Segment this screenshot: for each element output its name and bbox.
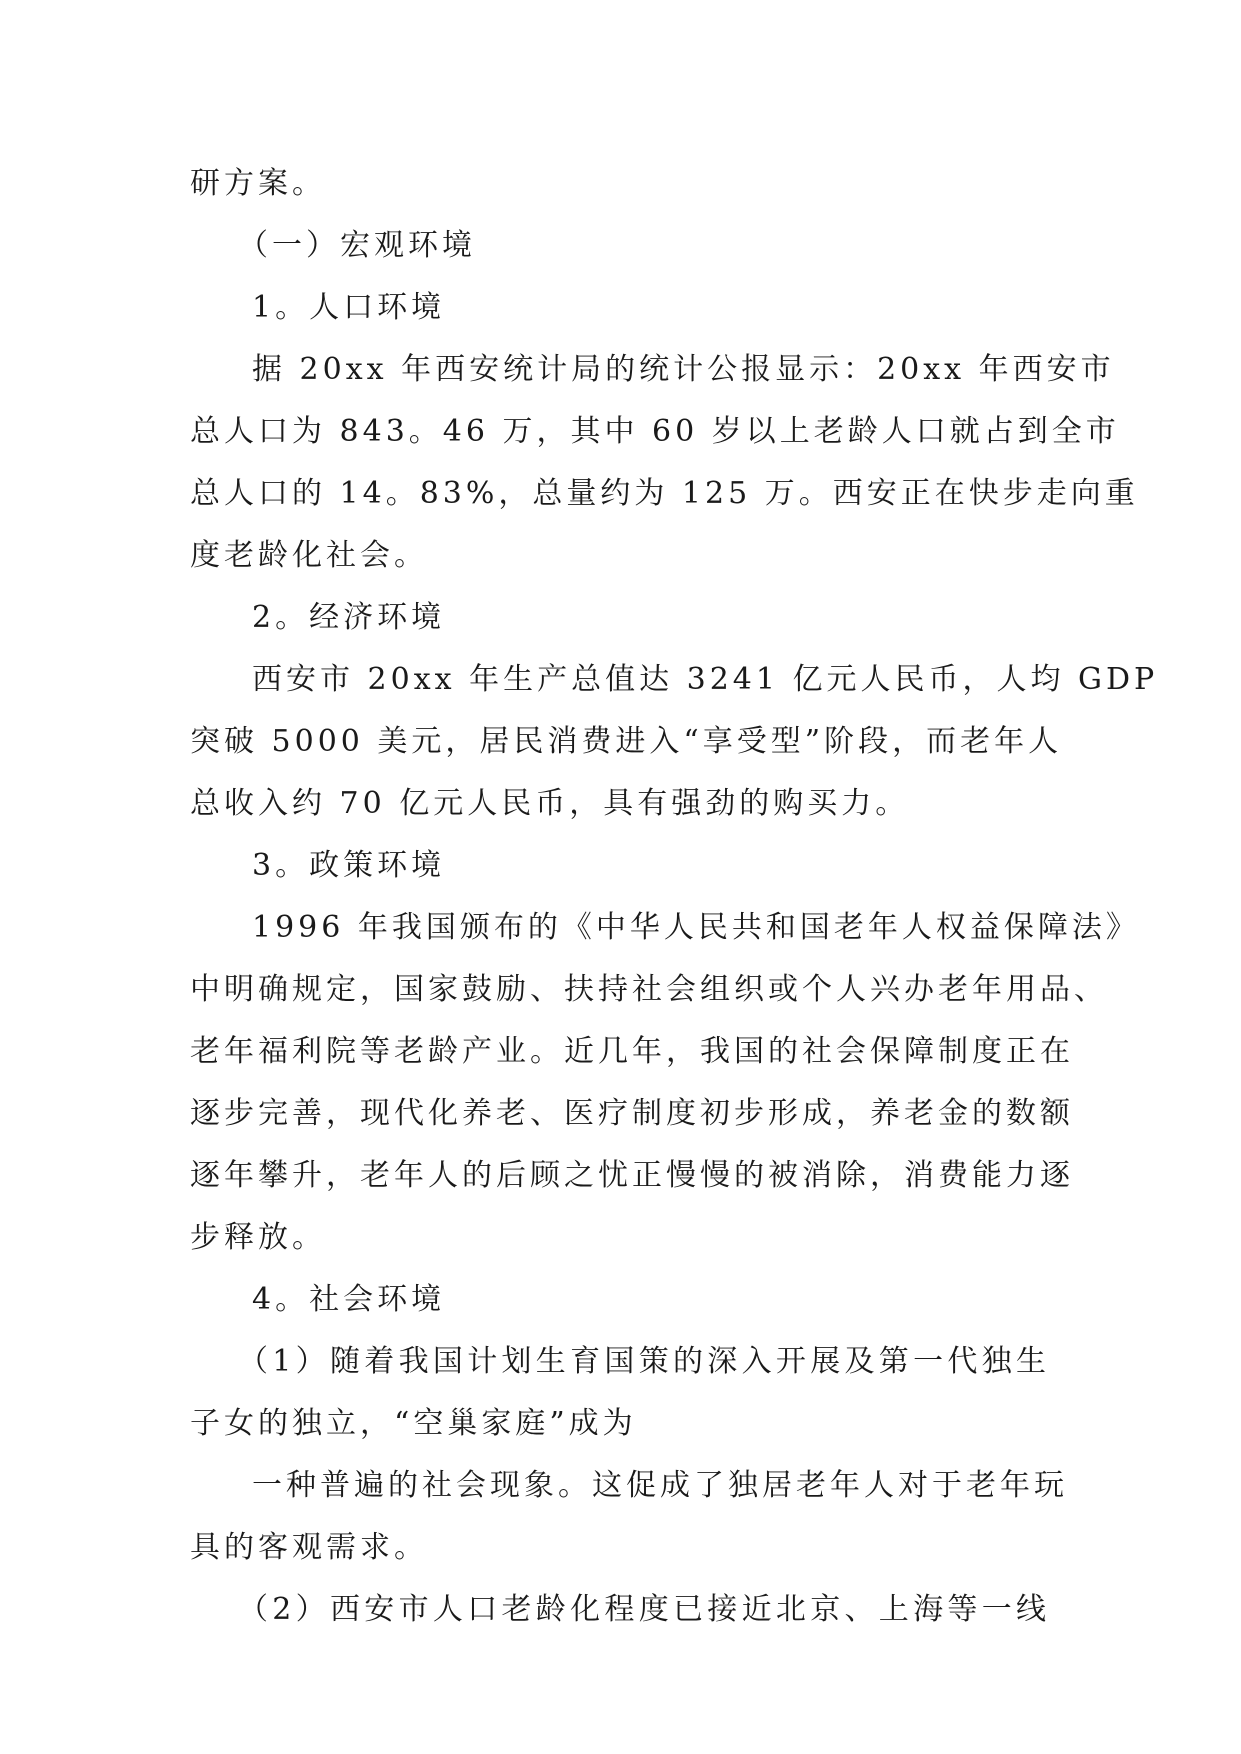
text-line: （一）宏观环境 (238, 228, 476, 263)
text-line: 子女的独立，“空巢家庭”成为 (190, 1406, 637, 1441)
text-line: 据 20xx 年西安统计局的统计公报显示：20xx 年西安市 (252, 352, 1115, 387)
text-line: （2）西安市人口老龄化程度已接近北京、上海等一线 (238, 1592, 1050, 1627)
text-line: 2。经济环境 (252, 600, 446, 635)
text-line: 总人口为 843。46 万，其中 60 岁以上老龄人口就占到全市 (190, 414, 1120, 449)
text-line: （1）随着我国计划生育国策的深入开展及第一代独生 (238, 1344, 1050, 1379)
text-line: 步释放。 (190, 1220, 326, 1255)
text-line: 1996 年我国颁布的《中华人民共和国老年人权益保障法》 (252, 910, 1140, 945)
text-line: 度老龄化社会。 (190, 538, 428, 573)
text-line: 逐步完善，现代化养老、医疗制度初步形成，养老金的数额 (190, 1096, 1074, 1131)
document-body (190, 153, 1159, 1641)
text-line: 老年福利院等老龄产业。近几年，我国的社会保障制度正在 (190, 1034, 1074, 1069)
text-line: 3。政策环境 (252, 848, 446, 883)
text-line: 逐年攀升，老年人的后顾之忧正慢慢的被消除，消费能力逐 (190, 1158, 1074, 1193)
text-line: 突破 5000 美元，居民消费进入“享受型”阶段，而老年人 (190, 724, 1063, 759)
text-line: 西安市 20xx 年生产总值达 3241 亿元人民币，人均 GDP (252, 662, 1159, 697)
text-line: 一种普遍的社会现象。这促成了独居老年人对于老年玩 (252, 1468, 1068, 1503)
text-line: 4。社会环境 (252, 1282, 446, 1317)
text-line: 总收入约 70 亿元人民币，具有强劲的购买力。 (190, 786, 910, 821)
text-line: 总人口的 14。83%，总量约为 125 万。西安正在快步走向重 (190, 476, 1139, 511)
text-line: 中明确规定，国家鼓励、扶持社会组织或个人兴办老年用品、 (190, 972, 1108, 1007)
text-line: 具的客观需求。 (190, 1530, 428, 1565)
text-line: 研方案。 (190, 166, 326, 201)
text-line: 1。人口环境 (252, 290, 446, 325)
